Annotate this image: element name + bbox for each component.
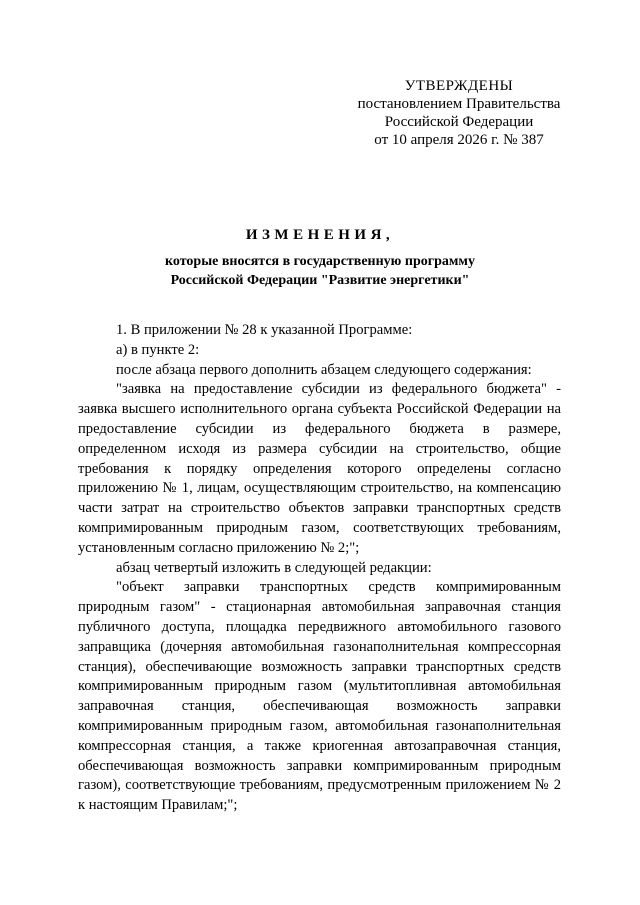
paragraph-6: "объект заправки транспортных средств компримированным природным газом" - стационарная автомобильная заправочная станция публичного доступа, площадка передвижного автомобильного газового заправщика (дочерняя автомобильная газонаполнительная компрессорная станция), обеспечивающие возможность заправки транспортных средств компримированным природным газом (мультитопливная автомобильная заправочная станция, обеспечивающая возможность заправки компримированным природным газом, автомобильная газонаполнительная компрессорная станция, а также криогенная автозаправочная станция, обеспечивающая возможность заправки компримированным природным газом), соответствующие требованиям, предусмотренным приложением № 2 к настоящим Правилам;"; [78,579,561,814]
paragraph-2: а) в пункте 2: [116,341,200,358]
paragraph-3: после абзаца первого дополнить абзацем следующего содержания: [116,361,532,378]
approval-title: УТВЕРЖДЕНЫ [404,78,514,94]
paragraph-4: "заявка на предоставление субсидии из федерального бюджета" - заявка высшего исполнительного органа субъекта Российской Федерации на предоставление субсидии из федерального бюджета в размере, определенном исходя из размера субсидии на строительство, общие требования к порядку определения которого определены согласно приложению № 1, лицам, осуществляющим строительство, на компенсацию части затрат на строительство объектов заправки транспортных средств компримированным природным газом, соответствующих требованиям, установленным согласно приложению № 2;"; [78,381,561,556]
approval-line-3: от 10 апреля 2026 г. № 387 [374,132,544,148]
subtitle-line-1: которые вносятся в государственную программу [165,254,475,269]
document-subtitle [0,252,640,290]
approval-line-2: Российской Федерации [384,114,534,130]
approval-line-1: постановлением Правительства [357,96,561,112]
document-title: ИЗМЕНЕНИЯ, [245,227,395,243]
approval-block [300,77,618,149]
paragraph-1: 1. В приложении № 28 к указанной Программе: [116,322,413,338]
paragraph-5: абзац четвертый изложить в следующей редакции: [116,559,432,576]
document-body [78,321,561,816]
subtitle-line-2: Российской Федерации "Развитие энергетики" [170,273,470,288]
